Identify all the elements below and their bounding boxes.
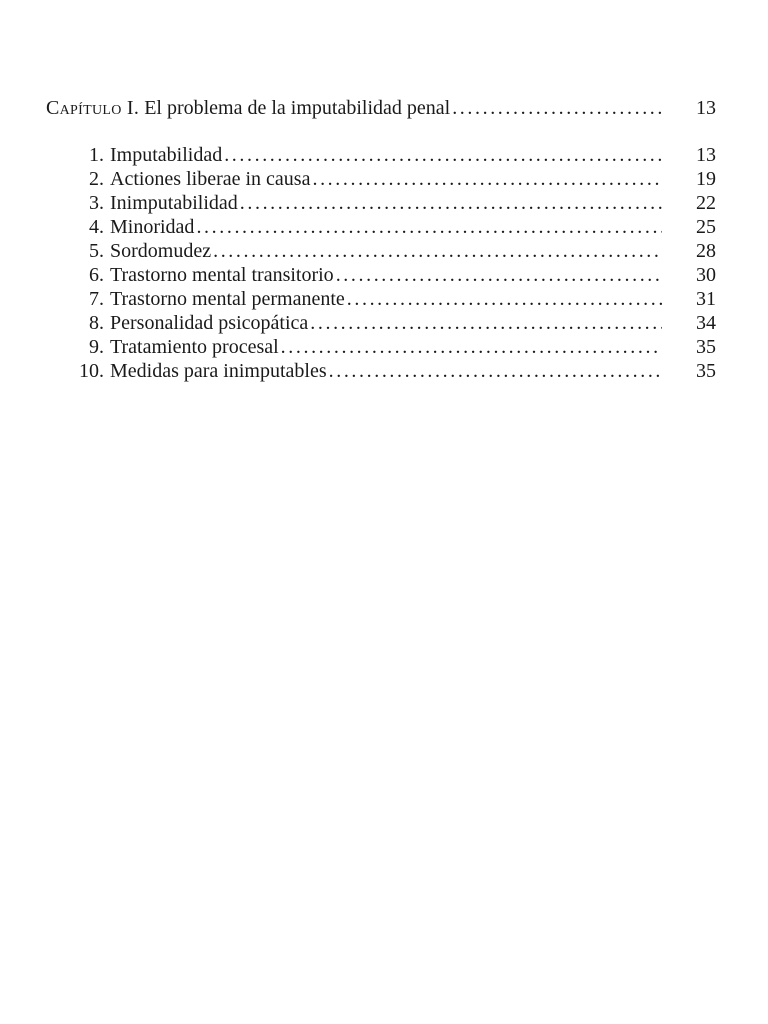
toc-entry: [46, 263, 716, 287]
entry-number: 10.: [79, 360, 104, 382]
leader-dots: [452, 96, 662, 120]
entry-title: Trastorno mental permanente: [110, 288, 345, 310]
entry-number: 1.: [89, 144, 104, 166]
entry-page-number: 19: [696, 168, 716, 190]
entry-page-number: 13: [696, 144, 716, 166]
entry-title: Inimputabilidad: [110, 192, 238, 214]
chapter-label: Capítulo I.: [46, 97, 140, 119]
chapter-title: El problema de la imputabilidad penal: [144, 97, 451, 119]
entry-title: Minoridad: [110, 216, 195, 238]
leader-dots: [312, 167, 662, 191]
entry-title: Medidas para inimputables: [110, 360, 327, 382]
leader-dots: [240, 191, 662, 215]
leader-dots: [224, 143, 662, 167]
entry-title: Actiones liberae in causa: [110, 168, 311, 190]
leader-dots: [329, 359, 662, 383]
entry-page-number: 28: [696, 240, 716, 262]
toc-entry: [46, 359, 716, 383]
entry-number: 9.: [89, 336, 104, 358]
toc-entry: [46, 167, 716, 191]
chapter-page-number: 13: [696, 97, 716, 119]
entry-title: Sordomudez: [110, 240, 212, 262]
entry-title: Tratamiento procesal: [110, 336, 279, 358]
entry-page-number: 30: [696, 264, 716, 286]
toc-entry: [46, 191, 716, 215]
toc-entry: [46, 287, 716, 311]
entry-page-number: 35: [696, 360, 716, 382]
leader-dots: [281, 335, 662, 359]
entry-page-number: 31: [696, 288, 716, 310]
entry-title: Imputabilidad: [110, 144, 223, 166]
entry-page-number: 25: [696, 216, 716, 238]
entry-number: 8.: [89, 312, 104, 334]
entry-number: 7.: [89, 288, 104, 310]
entry-number: 4.: [89, 216, 104, 238]
entry-page-number: 22: [696, 192, 716, 214]
toc-entry: [46, 143, 716, 167]
chapter-heading: [46, 96, 450, 120]
leader-dots: [336, 263, 662, 287]
leader-dots: [310, 311, 662, 335]
leader-dots: [196, 215, 662, 239]
entry-number: 3.: [89, 192, 104, 214]
entry-number: 2.: [89, 168, 104, 190]
toc-entry: [46, 215, 716, 239]
entry-page-number: 34: [696, 312, 716, 334]
toc-entry: [46, 239, 716, 263]
toc-entry: [46, 311, 716, 335]
entry-page-number: 35: [696, 336, 716, 358]
entry-title: Trastorno mental transitorio: [110, 264, 334, 286]
leader-dots: [213, 239, 662, 263]
toc-chapter-row: [46, 96, 716, 120]
entry-number: 5.: [89, 240, 104, 262]
entry-title: Personalidad psicopática: [110, 312, 309, 334]
table-of-contents: [46, 96, 716, 383]
toc-entry: [46, 335, 716, 359]
leader-dots: [347, 287, 662, 311]
entry-number: 6.: [89, 264, 104, 286]
